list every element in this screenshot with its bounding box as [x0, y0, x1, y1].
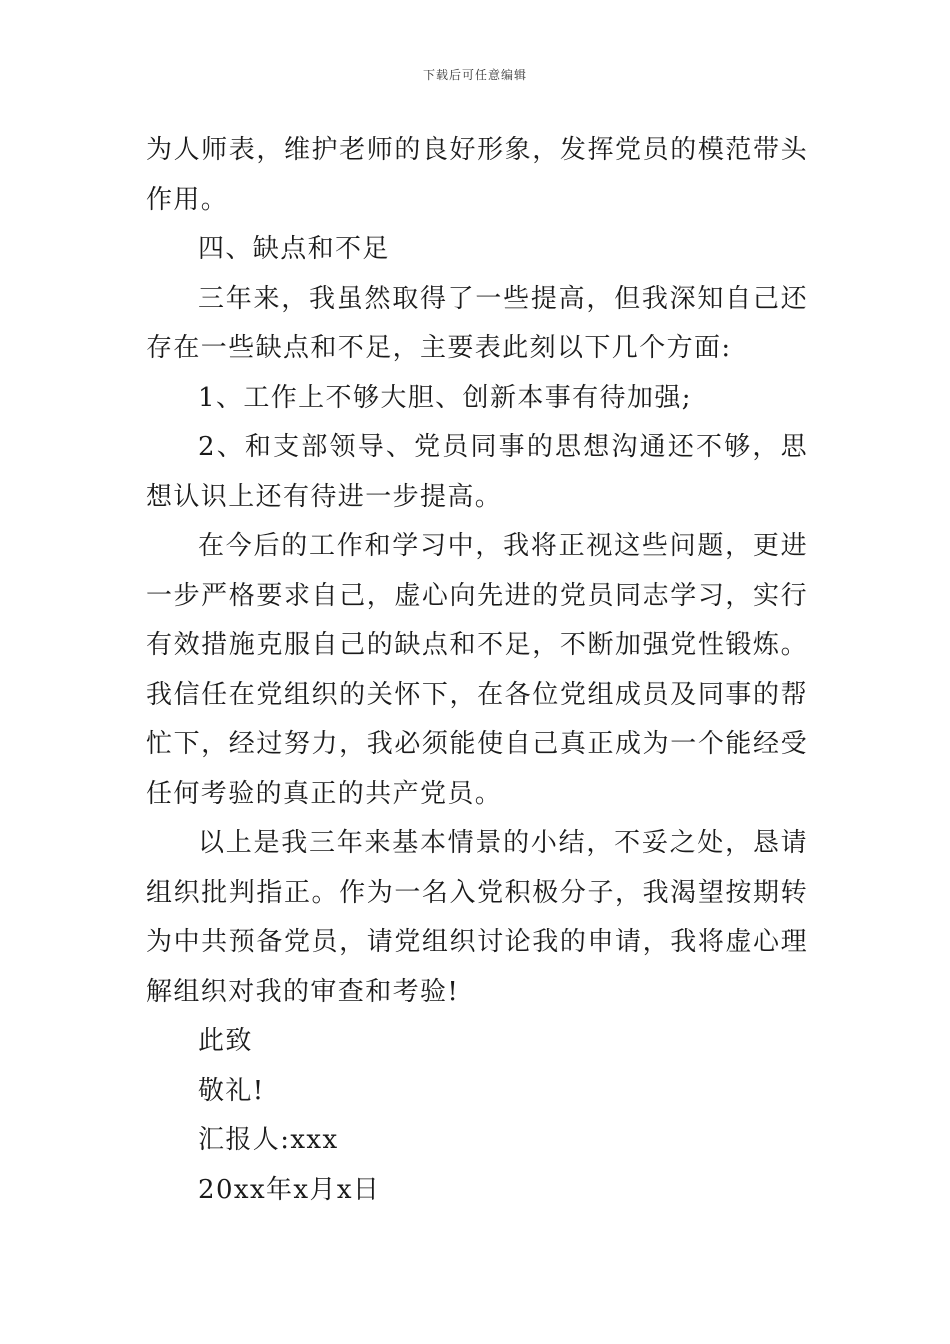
closing-regards: 敬礼!	[198, 1075, 265, 1106]
reporter-signature: 汇报人:xxx	[198, 1125, 339, 1155]
document-body	[146, 126, 808, 1215]
list-item-1: 1、工作上不够大胆、创新本事有待加强;	[198, 382, 692, 413]
report-date: 20xx年x月x日	[198, 1174, 381, 1205]
paragraph-future-plans: 在今后的工作和学习中，我将正视这些问题，更进一步严格要求自己，虚心向先进的党员同志学习，实行有效措施克服自己的缺点和不足，不断加强党性锻炼。我信任在党组织的关怀下，在各位党组成员及同事的帮忙下，经过努力，我必须能使自己真正成为一个能经受任何考验的真正的共产党员。	[146, 531, 808, 809]
paragraph-shortcomings-intro: 三年来，我虽然取得了一些提高，但我深知自己还存在一些缺点和不足，主要表此刻以下几个方面:	[146, 283, 808, 363]
section-heading: 四、缺点和不足	[198, 234, 390, 264]
paragraph-summary: 以上是我三年来基本情景的小结，不妥之处，恳请组织批判指正。作为一名入党积极分子，我渴望按期转为中共预备党员，请党组织讨论我的申请，我将虚心理解组织对我的审查和考验!	[146, 828, 808, 1007]
closing-salutation: 此致	[198, 1026, 253, 1056]
list-item-2: 2、和支部领导、党员同事的思想沟通还不够，思想认识上还有待进一步提高。	[146, 432, 808, 512]
paragraph-continuation: 为人师表，维护老师的良好形象，发挥党员的模范带头作用。	[146, 135, 808, 215]
page-header: 下载后可任意编辑	[422, 68, 527, 82]
